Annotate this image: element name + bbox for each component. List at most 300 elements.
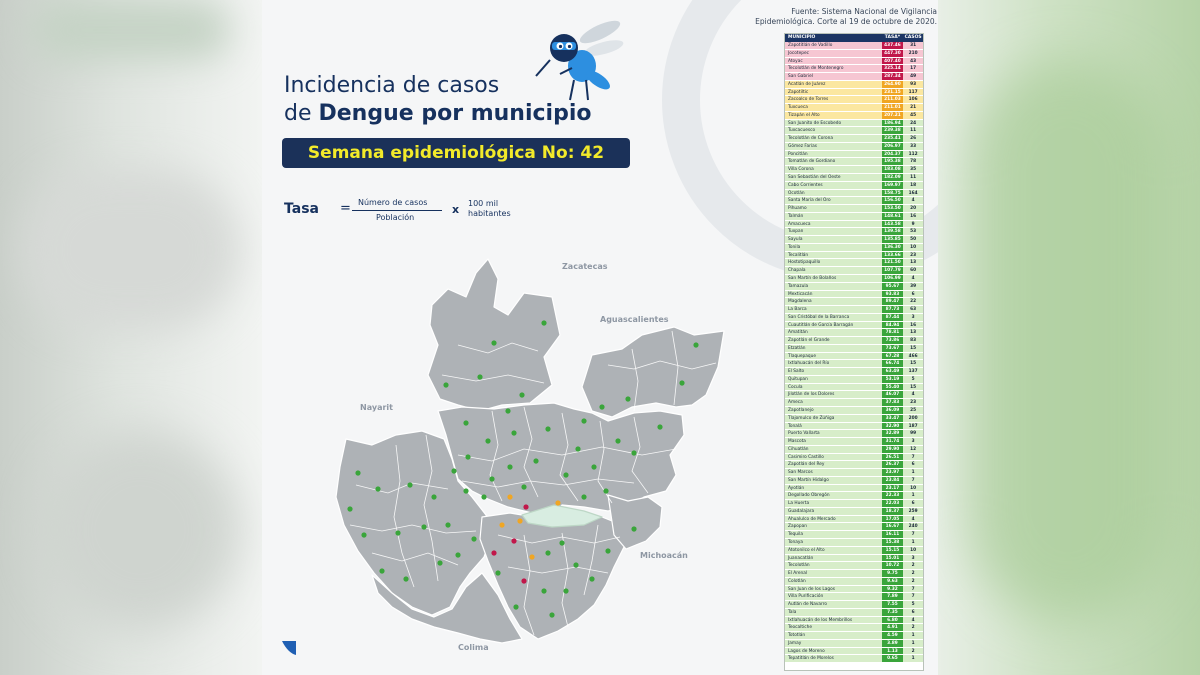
- municipio-cell: Degollado Obregón: [785, 492, 882, 499]
- jalisco-map: [262, 235, 732, 675]
- municipio-cell: Casimiro Castillo: [785, 454, 882, 461]
- formula-fraction-line: [352, 210, 442, 211]
- table-row: [785, 562, 923, 570]
- mosquito-mascot-icon: [534, 18, 626, 104]
- casos-cell: 4: [903, 516, 923, 523]
- table-row: [785, 267, 923, 275]
- map-northeast-region: [582, 327, 724, 417]
- tasa-cell: 66.74: [882, 360, 904, 367]
- casos-cell: 10: [903, 485, 923, 492]
- municipality-marker: [491, 340, 496, 345]
- municipio-cell: Santa María del Oro: [785, 197, 882, 204]
- tasa-cell: 29.90: [882, 446, 904, 453]
- table-row: [785, 632, 923, 640]
- table-row: [785, 430, 923, 438]
- table-row: [785, 391, 923, 399]
- municipio-cell: Tuxpan: [785, 228, 882, 235]
- municipio-cell: Jilotlán de los Dolores: [785, 391, 882, 398]
- tasa-cell: 32.90: [882, 423, 904, 430]
- table-row: [785, 485, 923, 493]
- casos-cell: 20: [903, 205, 923, 212]
- casos-cell: 187: [903, 423, 923, 430]
- casos-cell: 7: [903, 454, 923, 461]
- casos-cell: 7: [903, 477, 923, 484]
- tasa-cell: 89.47: [882, 298, 904, 305]
- tasa-cell: 407.40: [882, 58, 904, 65]
- municipio-cell: Pihuamo: [785, 205, 882, 212]
- table-row: [785, 275, 923, 283]
- municipio-cell: Juanacatlán: [785, 555, 882, 562]
- tasa-cell: 447.30: [882, 50, 904, 57]
- table-row: [785, 438, 923, 446]
- table-row: [785, 407, 923, 415]
- casos-cell: 16: [903, 213, 923, 220]
- tasa-cell: 10.72: [882, 562, 904, 569]
- table-row: [785, 531, 923, 539]
- tasa-cell: 437.46: [882, 42, 904, 49]
- municipality-marker: [533, 458, 538, 463]
- table-row: [785, 500, 923, 508]
- casos-cell: 15: [903, 384, 923, 391]
- tasa-cell: 67.28: [882, 353, 904, 360]
- casos-cell: 35: [903, 166, 923, 173]
- tasa-cell: 95.67: [882, 283, 904, 290]
- casos-cell: 2: [903, 562, 923, 569]
- municipio-cell: Tototlán: [785, 632, 882, 639]
- tasa-cell: 33.47: [882, 415, 904, 422]
- tasa-cell: 143.58: [882, 221, 904, 228]
- municipio-cell: Cabo Corrientes: [785, 182, 882, 189]
- municipality-marker: [541, 320, 546, 325]
- tasa-cell: 78.81: [882, 329, 904, 336]
- municipality-marker: [431, 494, 436, 499]
- title-prefix: de: [284, 101, 319, 126]
- municipality-marker: [563, 588, 568, 593]
- table-row: [785, 42, 923, 50]
- tasa-cell: 235.41: [882, 135, 904, 142]
- tasa-cell: 23.97: [882, 469, 904, 476]
- table-row: [785, 384, 923, 392]
- table-row: [785, 143, 923, 151]
- municipality-marker: [545, 426, 550, 431]
- casos-cell: 39: [903, 283, 923, 290]
- municipality-marker: [465, 454, 470, 459]
- casos-cell: 25: [903, 407, 923, 414]
- table-row: [785, 306, 923, 314]
- tasa-cell: 135.85: [882, 236, 904, 243]
- table-row: [785, 617, 923, 625]
- tasa-cell: 1.13: [882, 648, 904, 655]
- municipio-cell: Tala: [785, 609, 882, 616]
- table-row: [785, 89, 923, 97]
- tasa-cell: 264.90: [882, 81, 904, 88]
- municipio-cell: Atoyac: [785, 58, 882, 65]
- table-row: [785, 244, 923, 252]
- municipality-marker: [581, 494, 586, 499]
- table-row: [785, 166, 923, 174]
- formula-tasa: Tasa: [284, 201, 319, 217]
- municipality-marker: [591, 464, 596, 469]
- title-line-1: Incidencia de casos: [284, 73, 500, 98]
- table-row: [785, 523, 923, 531]
- municipality-marker: [379, 568, 384, 573]
- casos-cell: 6: [903, 500, 923, 507]
- tasa-cell: 148.61: [882, 213, 904, 220]
- header-municipio: MUNICIPIO: [788, 35, 816, 40]
- municipio-cell: Acatlán de Juárez: [785, 81, 882, 88]
- casos-cell: 4: [903, 197, 923, 204]
- municipio-cell: Ocotlán: [785, 190, 882, 197]
- source-line-1: Fuente: Sistema Nacional de Vigilancia: [791, 7, 937, 16]
- casos-cell: 9: [903, 221, 923, 228]
- casos-cell: 83: [903, 337, 923, 344]
- tasa-cell: 26.51: [882, 454, 904, 461]
- table-row: [785, 197, 923, 205]
- municipality-marker: [631, 526, 636, 531]
- label-zacatecas: Zacatecas: [562, 262, 608, 271]
- municipio-cell: San Juan de los Lagos: [785, 586, 882, 593]
- formula-multiplier: [468, 199, 511, 219]
- municipio-cell: Lagos de Moreno: [785, 648, 882, 655]
- table-row: [785, 127, 923, 135]
- municipality-marker: [437, 560, 442, 565]
- tasa-cell: 107.79: [882, 267, 904, 274]
- municipio-cell: Tonila: [785, 244, 882, 251]
- casos-cell: 5: [903, 376, 923, 383]
- municipio-cell: Ayotlán: [785, 485, 882, 492]
- municipality-marker: [471, 536, 476, 541]
- municipality-marker: [693, 342, 698, 347]
- table-row: [785, 58, 923, 66]
- municipio-cell: San Marcos: [785, 469, 882, 476]
- table-row: [785, 120, 923, 128]
- formula-times: x: [452, 203, 460, 216]
- municipio-cell: Sayula: [785, 236, 882, 243]
- tasa-cell: 106.99: [882, 275, 904, 282]
- casos-cell: 1: [903, 539, 923, 546]
- casos-cell: 49: [903, 73, 923, 80]
- casos-cell: 200: [903, 415, 923, 422]
- municipio-cell: Zacoalco de Torres: [785, 96, 882, 103]
- casos-cell: 6: [903, 291, 923, 298]
- table-row: [785, 252, 923, 260]
- table-row: [785, 454, 923, 462]
- table-row: [785, 648, 923, 656]
- municipio-cell: Teocaltiche: [785, 624, 882, 631]
- casos-cell: 3: [903, 438, 923, 445]
- table-row: [785, 182, 923, 190]
- header-tasa: TASA*: [884, 35, 901, 40]
- casos-cell: 43: [903, 58, 923, 65]
- tasa-cell: 325.14: [882, 65, 904, 72]
- municipio-cell: Tonaya: [785, 539, 882, 546]
- municipality-marker: [615, 438, 620, 443]
- municipio-cell: San Sebastián del Oeste: [785, 174, 882, 181]
- municipio-cell: Tlajomulco de Zúñiga: [785, 415, 882, 422]
- tasa-cell: 7.89: [882, 593, 904, 600]
- municipality-marker: [505, 408, 510, 413]
- table-row: [785, 73, 923, 81]
- casos-cell: 22: [903, 298, 923, 305]
- tasa-cell: 136.30: [882, 244, 904, 251]
- blurred-background-right: [938, 0, 1200, 675]
- table-row: [785, 314, 923, 322]
- table-row: [785, 236, 923, 244]
- tasa-cell: 22.03: [882, 500, 904, 507]
- formula-numerator: Número de casos: [358, 198, 428, 207]
- municipio-cell: San Martín Hidalgo: [785, 477, 882, 484]
- casos-cell: 1: [903, 640, 923, 647]
- tasa-cell: 211.01: [882, 104, 904, 111]
- casos-cell: 15: [903, 345, 923, 352]
- municipio-cell: Tizapán el Alto: [785, 112, 882, 119]
- casos-cell: 18: [903, 182, 923, 189]
- tasa-cell: 15.15: [882, 547, 904, 554]
- table-row: [785, 360, 923, 368]
- casos-cell: 63: [903, 306, 923, 313]
- municipio-cell: Tecalitlán: [785, 252, 882, 259]
- casos-cell: 7: [903, 586, 923, 593]
- table-row: [785, 190, 923, 198]
- casos-cell: 4: [903, 617, 923, 624]
- table-row: [785, 461, 923, 469]
- table-row: [785, 640, 923, 648]
- tasa-cell: 9.32: [882, 586, 904, 593]
- casos-cell: 99: [903, 430, 923, 437]
- tasa-cell: 204.37: [882, 151, 904, 158]
- table-row: [785, 151, 923, 159]
- tasa-cell: 182.09: [882, 174, 904, 181]
- table-row: [785, 283, 923, 291]
- municipality-marker: [495, 570, 500, 575]
- table-row: [785, 423, 923, 431]
- tasa-cell: 4.91: [882, 624, 904, 631]
- title-bold: Dengue por municipio: [318, 101, 592, 126]
- municipio-cell: Talmán: [785, 213, 882, 220]
- header-casos: CASOS: [904, 35, 922, 40]
- table-row: [785, 96, 923, 104]
- municipality-marker: [395, 530, 400, 535]
- municipio-cell: Tlaquepaque: [785, 353, 882, 360]
- table-row: [785, 609, 923, 617]
- municipio-cell: Autlán de Navarro: [785, 601, 882, 608]
- municipality-marker: [477, 374, 482, 379]
- tasa-cell: 211.03: [882, 96, 904, 103]
- table-row: [785, 624, 923, 632]
- municipio-cell: Tequila: [785, 531, 882, 538]
- table-row: [785, 353, 923, 361]
- table-row: [785, 104, 923, 112]
- municipality-marker: [463, 420, 468, 425]
- casos-cell: 2: [903, 578, 923, 585]
- municipio-cell: Ixtlahuacán de los Membrillos: [785, 617, 882, 624]
- municipio-cell: Etzatlán: [785, 345, 882, 352]
- table-row: [785, 368, 923, 376]
- tasa-cell: 186.94: [882, 120, 904, 127]
- casos-cell: 12: [903, 446, 923, 453]
- tasa-cell: 87.73: [882, 306, 904, 313]
- tasa-cell: 22.33: [882, 492, 904, 499]
- table-row: [785, 337, 923, 345]
- table-row: [785, 174, 923, 182]
- casos-cell: 13: [903, 259, 923, 266]
- tasa-cell: 93.83: [882, 291, 904, 298]
- municipality-marker: [555, 500, 560, 505]
- title-line-2: [284, 100, 624, 128]
- municipio-cell: Villa Purificación: [785, 593, 882, 600]
- municipality-marker: [581, 418, 586, 423]
- table-row: [785, 298, 923, 306]
- casos-cell: 164: [903, 190, 923, 197]
- municipality-marker: [513, 604, 518, 609]
- tasa-cell: 158.75: [882, 190, 904, 197]
- municipality-marker: [679, 380, 684, 385]
- tasa-cell: 63.49: [882, 368, 904, 375]
- tasa-cell: 26.37: [882, 461, 904, 468]
- casos-cell: 137: [903, 368, 923, 375]
- municipio-cell: Zapopan: [785, 523, 882, 530]
- tasa-cell: 7.55: [882, 601, 904, 608]
- casos-cell: 50: [903, 236, 923, 243]
- casos-cell: 60: [903, 267, 923, 274]
- casos-cell: 16: [903, 322, 923, 329]
- casos-cell: 31: [903, 42, 923, 49]
- table-header: [785, 34, 923, 42]
- label-michoacan: Michoacán: [640, 551, 688, 560]
- table-row: [785, 329, 923, 337]
- tasa-cell: 139.58: [882, 228, 904, 235]
- table-body: [785, 42, 923, 663]
- table-row: [785, 322, 923, 330]
- casos-cell: 117: [903, 89, 923, 96]
- table-row: [785, 399, 923, 407]
- municipality-marker: [455, 552, 460, 557]
- casos-cell: 2: [903, 624, 923, 631]
- municipality-marker: [463, 488, 468, 493]
- tasa-cell: 287.34: [882, 73, 904, 80]
- casos-cell: 210: [903, 50, 923, 57]
- municipio-cell: San Gabriel: [785, 73, 882, 80]
- municipio-cell: Hostotipaquillo: [785, 259, 882, 266]
- tasa-cell: 73.67: [882, 345, 904, 352]
- tasa-cell: 17.05: [882, 516, 904, 523]
- table-row: [785, 492, 923, 500]
- tasa-cell: 23.17: [882, 485, 904, 492]
- casos-cell: 17: [903, 65, 923, 72]
- municipio-cell: Cuautitlán de García Barragán: [785, 322, 882, 329]
- casos-cell: 15: [903, 360, 923, 367]
- tasa-cell: 3.89: [882, 640, 904, 647]
- table-row: [785, 469, 923, 477]
- municipio-cell: Cihuatlán: [785, 446, 882, 453]
- casos-cell: 1: [903, 492, 923, 499]
- table-row: [785, 158, 923, 166]
- municipality-marker: [517, 518, 522, 523]
- formula-denominator: Población: [376, 213, 415, 222]
- municipio-cell: La Huerta: [785, 500, 882, 507]
- municipio-cell: Zapotlanejo: [785, 407, 882, 414]
- casos-cell: 4: [903, 391, 923, 398]
- municipality-marker: [631, 450, 636, 455]
- municipio-cell: Tecolotlán: [785, 562, 882, 569]
- casos-cell: 11: [903, 127, 923, 134]
- municipio-cell: Jamay: [785, 640, 882, 647]
- municipality-marker: [499, 522, 504, 527]
- tasa-cell: 16.11: [882, 531, 904, 538]
- tasa-cell: 46.07: [882, 391, 904, 398]
- municipality-marker: [375, 486, 380, 491]
- table-row: [785, 516, 923, 524]
- municipio-cell: San Cristóbal de la Barranca: [785, 314, 882, 321]
- casos-cell: 259: [903, 508, 923, 515]
- municipality-marker: [521, 484, 526, 489]
- table-row: [785, 81, 923, 89]
- municipality-marker: [519, 392, 524, 397]
- table-row: [785, 65, 923, 73]
- tasa-cell: 6.80: [882, 617, 904, 624]
- municipality-marker: [421, 524, 426, 529]
- municipality-marker: [563, 472, 568, 477]
- tasa-cell: 183.08: [882, 166, 904, 173]
- casos-cell: 11: [903, 174, 923, 181]
- table-row: [785, 555, 923, 563]
- municipality-marker: [521, 578, 526, 583]
- formula-equals: =: [340, 201, 351, 216]
- tasa-cell: 206.97: [882, 143, 904, 150]
- tasa-cell: 156.50: [882, 197, 904, 204]
- municipality-marker: [407, 482, 412, 487]
- dengue-infographic: [262, 0, 938, 675]
- tasa-cell: 239.38: [882, 127, 904, 134]
- table-row: [785, 601, 923, 609]
- label-nayarit: Nayarit: [360, 403, 393, 412]
- label-aguascalientes: Aguascalientes: [600, 315, 669, 324]
- casos-cell: 240: [903, 523, 923, 530]
- municipio-cell: Tecolotlán de Corona: [785, 135, 882, 142]
- municipality-marker: [485, 438, 490, 443]
- municipio-cell: San Juanito de Escobedo: [785, 120, 882, 127]
- casos-cell: 6: [903, 461, 923, 468]
- municipality-marker: [599, 404, 604, 409]
- municipio-cell: Quitupan: [785, 376, 882, 383]
- casos-cell: 6: [903, 609, 923, 616]
- casos-cell: 106: [903, 96, 923, 103]
- municipio-cell: Jocotepec: [785, 50, 882, 57]
- municipio-cell: Zapotitlán de Vadillo: [785, 42, 882, 49]
- casos-cell: 24: [903, 120, 923, 127]
- municipio-cell: Magdalena: [785, 298, 882, 305]
- table-row: [785, 259, 923, 267]
- municipality-marker: [481, 494, 486, 499]
- casos-cell: 23: [903, 252, 923, 259]
- casos-cell: 3: [903, 314, 923, 321]
- municipio-cell: San Martín de Bolaños: [785, 275, 882, 282]
- casos-cell: 53: [903, 228, 923, 235]
- municipio-cell: Tamazula: [785, 283, 882, 290]
- municipality-marker: [657, 424, 662, 429]
- tasa-cell: 32.89: [882, 430, 904, 437]
- municipio-cell: El Salto: [785, 368, 882, 375]
- municipio-cell: Chapala: [785, 267, 882, 274]
- municipality-marker: [605, 548, 610, 553]
- tasa-cell: 231.15: [882, 89, 904, 96]
- casos-cell: 33: [903, 143, 923, 150]
- table-row: [785, 345, 923, 353]
- epidemiological-week-banner: Semana epidemiológica No: 42: [282, 138, 630, 168]
- tasa-cell: 195.38: [882, 158, 904, 165]
- tasa-cell: 0.65: [882, 655, 904, 662]
- municipio-cell: Mexticacán: [785, 291, 882, 298]
